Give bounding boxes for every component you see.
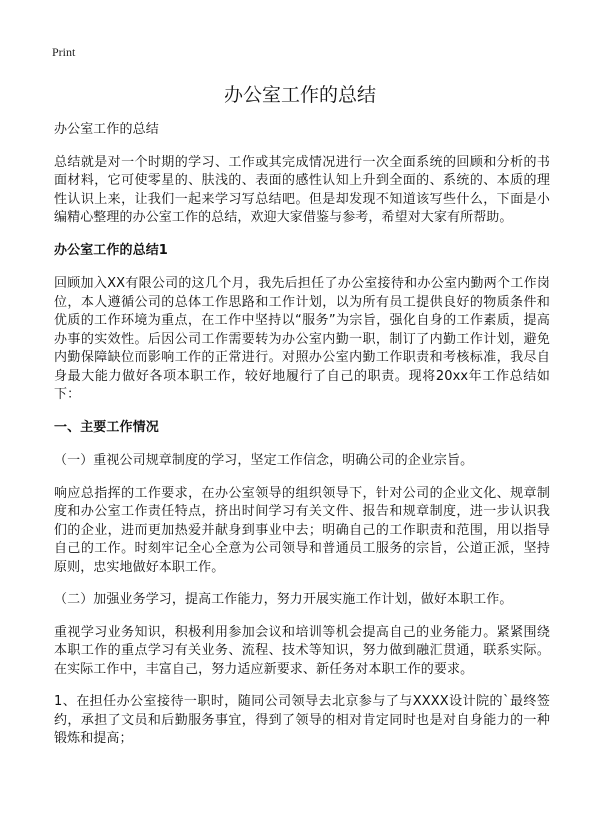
print-label: Print [52, 45, 76, 59]
item-heading-2: （二）加强业务学习，提高工作能力，努力开展实施工作计划，做好本职工作。 [54, 592, 513, 607]
section-paragraph: 回顾加入XX有限公司的这几个月，我先后担任了办公室接待和办公室内勤两个工作岗位，本人遵循公司的总体工作思路和工作计划，以为所有员工提供良好的物质条件和优质的工作环境为重点，在工作中坚持以“服务”为宗旨，强化自身的工作素质，提高办事的实效性。后因公司工作需要转为办公室内勤一职，制订了内勤工作计划，避免内勤保障缺位而影响工作的正常进行。对照办公室内勤工作职责和考核标准，我尽自身最大能力做好各项本职工作，较好地履行了自己的职责。现将20xx年工作总结如下： [54, 276, 550, 402]
document-title: 办公室工作的总结 [223, 84, 376, 106]
item-paragraph-2: 重视学习业务知识，积极利用参加会议和培训等机会提高自己的业务能力。紧紧围绕本职工作的重点学习有关业务、流程、技术等知识，努力做到融汇贯通，联系实际。在实际工作中，丰富自己，努力适应新要求、新任务对本职工作的要求。 [54, 624, 550, 677]
document-body [54, 121, 550, 763]
section-heading: 办公室工作的总结1 [54, 242, 168, 258]
document-subtitle: 办公室工作的总结 [54, 122, 159, 137]
main-work-heading: 一、主要工作情况 [54, 419, 159, 435]
item-heading-1: （一）重视公司规章制度的学习，坚定工作信念，明确公司的企业宗旨。 [54, 453, 474, 468]
item-paragraph-3: 1、在担任办公室接待一职时，随同公司领导去北京参与了与XXXX设计院的`最终签约，承担了文员和后勤服务事宜，得到了领导的相对肯定同时也是对自身能力的一种锻炼和提高； [54, 694, 550, 746]
item-paragraph-1: 响应总指挥的工作要求，在办公室领导的组织领导下，针对公司的企业文化、规章制度和办公室工作责任特点，挤出时间学习有关文件、报告和规章制度，进一步认识我们的企业，进而更加热爱并献身到事业中去；明确自己的工作职责和范围，用以指导自己的工作。时刻牢记全心全意为公司领导和普通员工服务的宗旨，公道正派，坚持原则，忠实地做好本职工作。 [54, 485, 550, 575]
intro-paragraph: 总结就是对一个时期的学习、工作或其完成情况进行一次全面系统的回顾和分析的书面材料，它可使零星的、肤浅的、表面的感性认知上升到全面的、系统的、本质的理性认识上来，让我们一起来学习写总结吧。但是却发现不知道该写些什么，下面是小编精心整理的办公室工作的总结，欢迎大家借鉴与参考，希望对大家有所帮助。 [54, 154, 550, 225]
